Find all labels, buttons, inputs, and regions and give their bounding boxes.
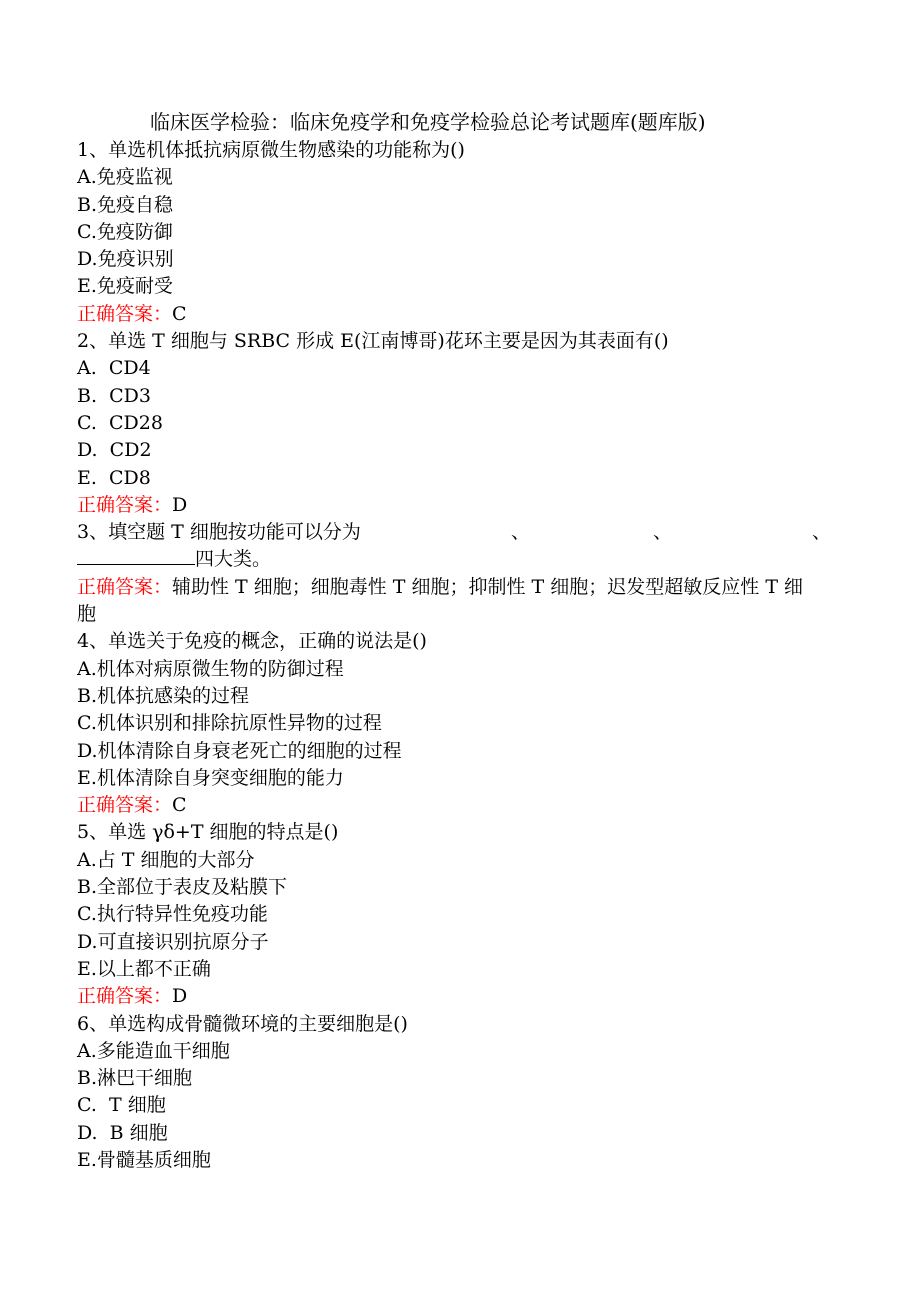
question-2-option-b: B. CD3 xyxy=(77,384,151,407)
question-6-option-c: C. T 细胞 xyxy=(77,1094,166,1117)
question-2-option-d: D. CD2 xyxy=(77,439,152,462)
answer-value: C xyxy=(172,794,187,817)
question-2-answer xyxy=(77,492,837,519)
answer-value: D xyxy=(172,493,188,516)
question-6-option-e: E.骨髓基质细胞 xyxy=(77,1148,211,1171)
question-3-tail xyxy=(77,546,837,573)
document-title: 临床医学检验：临床免疫学和免疫学检验总论考试题库(题库版) xyxy=(150,110,706,134)
question-4-option-d: D.机体清除自身衰老死亡的细胞的过程 xyxy=(77,739,402,762)
question-4-answer xyxy=(77,792,837,819)
question-2-option-a: A. CD4 xyxy=(77,357,151,380)
question-2-option-e: E. CD8 xyxy=(77,466,151,489)
answer-label: 正确答案： xyxy=(77,302,173,325)
question-6-option-a: A.多能造血干细胞 xyxy=(77,1039,230,1062)
answer-value: 辅助性 T 细胞；细胞毒性 T 细胞；抑制性 T 细胞；迟发型超敏反应性 T 细胞 xyxy=(77,575,804,626)
question-5-option-c: C.执行特异性免疫功能 xyxy=(77,903,268,926)
question-4-option-e: E.机体清除自身突变细胞的能力 xyxy=(77,766,344,789)
question-5-stem: 5、单选 γδ+T 细胞的特点是() xyxy=(77,821,339,844)
question-1-stem: 1、单选机体抵抗病原微生物感染的功能称为() xyxy=(77,139,465,161)
question-6-stem: 6、单选构成骨髓微环境的主要细胞是() xyxy=(77,1012,408,1035)
blank-field xyxy=(77,546,195,565)
answer-value: D xyxy=(172,985,188,1008)
question-5-option-b: B.全部位于表皮及粘膜下 xyxy=(77,876,288,899)
question-2-option-c: C. CD28 xyxy=(77,411,163,434)
question-6-option-b: B.淋巴干细胞 xyxy=(77,1067,193,1090)
question-4-option-a: A.机体对病原微生物的防御过程 xyxy=(77,657,344,680)
question-4-stem: 4、单选关于免疫的概念，正确的说法是() xyxy=(77,630,427,653)
answer-label: 正确答案： xyxy=(77,575,173,598)
question-3-stem-text: 3、填空题 T 细胞按功能可以分为 xyxy=(77,521,361,544)
question-3-stem xyxy=(77,519,837,546)
question-5-option-e: E.以上都不正确 xyxy=(77,957,211,980)
answer-label: 正确答案： xyxy=(77,985,173,1008)
blank-separator: 、 xyxy=(653,521,673,544)
question-3-tail-text: 四大类。 xyxy=(195,548,272,571)
question-3-answer xyxy=(77,574,817,629)
question-1-option-c: C.免疫防御 xyxy=(77,220,173,243)
question-list xyxy=(77,137,837,1174)
question-5-option-a: A.占 T 细胞的大部分 xyxy=(77,848,255,871)
question-5-option-d: D.可直接识别抗原分子 xyxy=(77,930,269,953)
question-2-stem: 2、单选 T 细胞与 SRBC 形成 E(江南博哥)花环主要是因为其表面有() xyxy=(77,330,669,353)
question-5-answer xyxy=(77,983,837,1010)
answer-value: C xyxy=(172,302,187,325)
question-1-option-e: E.免疫耐受 xyxy=(77,275,173,298)
question-1-option-b: B.免疫自稳 xyxy=(77,193,174,216)
blank-separator: 、 xyxy=(812,521,832,544)
question-4-option-c: C.机体识别和排除抗原性异物的过程 xyxy=(77,712,382,735)
question-1-option-d: D.免疫识别 xyxy=(77,248,174,271)
question-1-option-a: A.免疫监视 xyxy=(77,166,173,189)
question-4-option-b: B.机体抗感染的过程 xyxy=(77,684,250,707)
blank-separator: 、 xyxy=(511,521,531,544)
answer-label: 正确答案： xyxy=(77,493,173,516)
question-6-option-d: D. B 细胞 xyxy=(77,1121,168,1144)
answer-label: 正确答案： xyxy=(77,794,173,817)
question-1-answer xyxy=(77,301,837,328)
